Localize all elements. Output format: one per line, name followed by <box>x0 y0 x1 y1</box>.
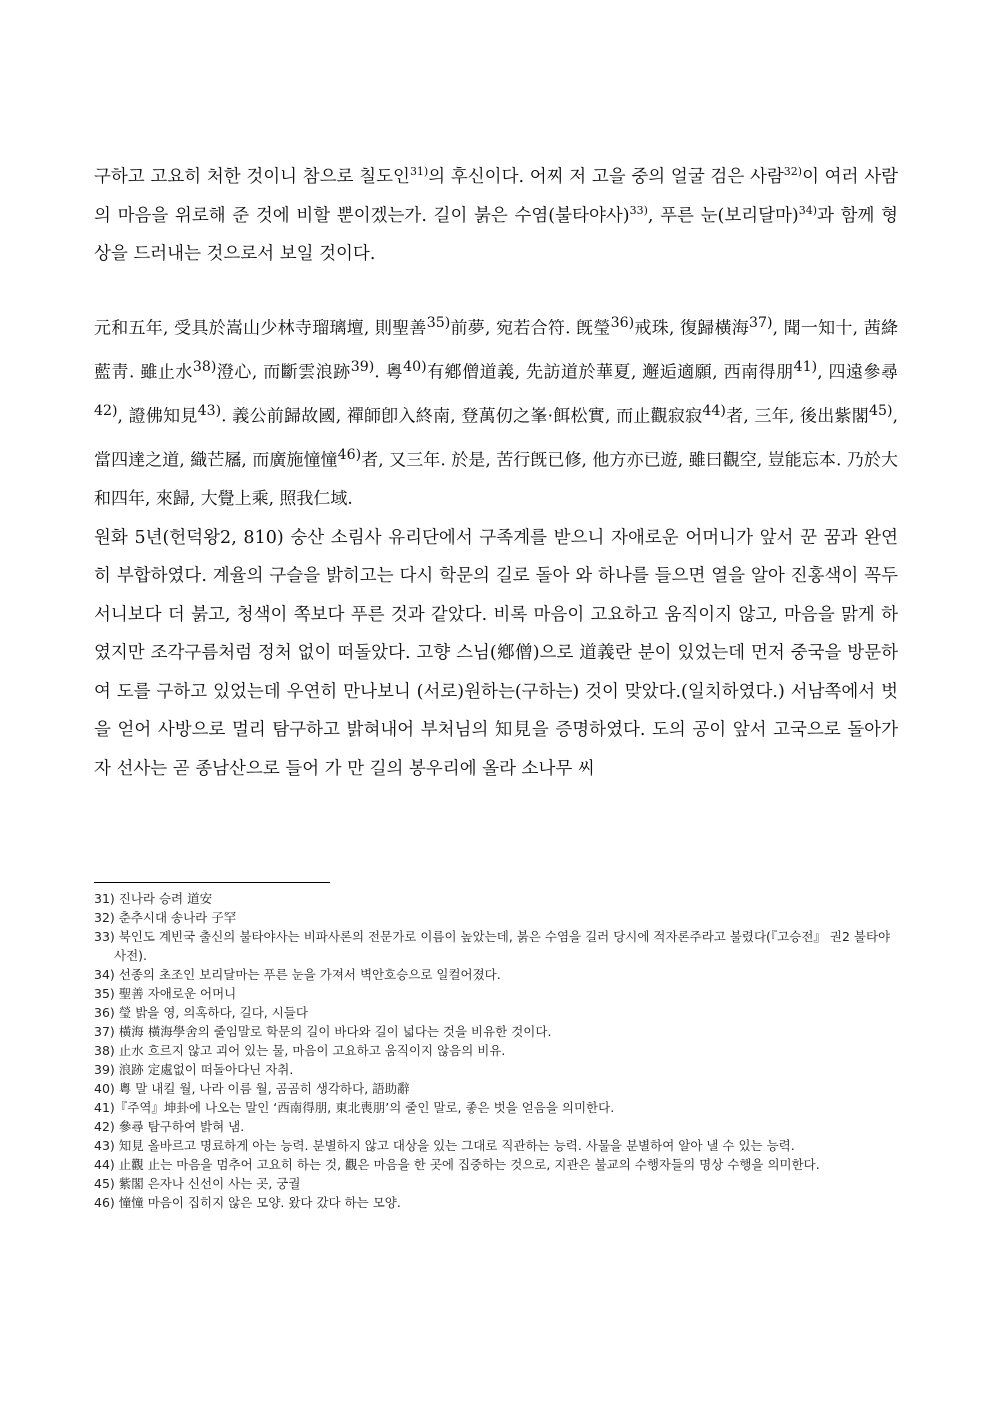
text-run: 澄心, 而斷雲浪跡 <box>216 362 351 383</box>
text-run: 의 후신이다. 어찌 저 고을 중의 얼굴 검은 사람 <box>428 167 784 187</box>
text-run: , 當四達之道, 織芒屩, 而廣施憧憧 <box>94 406 898 471</box>
paragraph-gap <box>94 274 898 304</box>
footnote-ref: 31) <box>409 165 429 179</box>
footnote-ref: 44) <box>702 402 726 419</box>
footnote-item: 44) 止觀 止는 마음을 멈추어 고요히 하는 것, 觀은 마음을 한 곳에 집중하는 것으로, 지관은 불교의 수행자들의 명상 수행을 의미한다. <box>94 1157 820 1172</box>
footnote-item: 32) 춘추시대 송나라 子罕 <box>94 910 237 925</box>
text-run: , 四遠參尋 <box>817 362 899 383</box>
footnote-item: 41)『주역』坤卦에 나오는 말인 ‘西南得朋, 東北喪朋’의 줄인 말로, 좋은 벗을 얻음을 의미한다. <box>94 1100 615 1115</box>
footnote-item: 35) 聖善 자애로운 어머니 <box>94 986 237 1001</box>
footnote-ref: 38) <box>192 358 217 375</box>
korean-paragraph-2: 원화 5년(헌덕왕2, 810) 숭산 소림사 유리단에서 구족계를 받으니 자애로운 어머니가 앞서 꾼 꿈과 완연히 부합하였다. 계율의 구슬을 밝히고는 다시 학문의 길로 돌아 와 하나를 들으면 열을 알아 진홍색이 꼭두서니보다 더 붉고, 청색이 쪽보다 푸른 것과 같았다. 비록 마음이 고요하고 움직이지 않고, 마음을 맑게 하였지만 조각구름처럼 정처 없이 떠돌았다. 고향 스님(鄕僧)으로 道義란 분이 있었는데 먼저 중국을 방문하여 도를 구하고 있었는데 우연히 만나보니 (서로)원하는(구하는) 것이 맞았다.(일치하였다.) 서남쪽에서 벗을 얻어 사방으로 멀리 탐구하고 밝혀내어 부처님의 知見을 증명하였다. 도의 공이 앞서 고국으로 돌아가자 선사는 곧 종남산으로 들어 가 만 길의 봉우리에 올라 소나무 씨 <box>94 527 898 779</box>
footnote-ref: 39) <box>350 358 375 375</box>
text-run: 元和五年, 受具於嵩山少林寺瑠璃壇, 則聖善 <box>94 318 427 339</box>
footnote-ref: 45) <box>869 402 893 419</box>
footnote-item: 45) 紫閣 은자나 신선이 사는 곳, 궁궐 <box>94 1176 301 1191</box>
text-run: 구하고 고요히 처한 것이니 참으로 칠도인 <box>94 167 410 187</box>
text-run: 이 여러 사람의 마음을 위로해 준 것에 비할 뿐이겠는가. 길이 붉은 수염(불타야사) <box>94 167 899 226</box>
footnote-divider <box>94 882 330 883</box>
main-text <box>94 158 898 788</box>
footnote-item: 40) 粵 말 내킬 월, 나라 이름 월, 곰곰히 생각하다, 語助辭 <box>94 1081 410 1096</box>
footnote-ref: 41) <box>793 358 818 375</box>
footnote-item: 36) 瑩 밝을 영, 의혹하다, 길다, 시들다 <box>94 1005 308 1020</box>
footnote-ref: 34) <box>798 203 818 217</box>
footnote-ref: 40) <box>403 358 427 375</box>
footnotes <box>94 882 898 1212</box>
text-run: . 義公前歸故國, 禪師卽入終南, 登萬仞之峯·餌松實, 而止觀寂寂 <box>221 406 703 427</box>
footnote-ref: 46) <box>337 446 362 463</box>
text-run: 前夢, 宛若合符. 旣瑩 <box>450 318 611 339</box>
footnote-ref: 32) <box>783 165 803 179</box>
footnote-item: 43) 知見 올바르고 명료하게 아는 능력. 분별하지 않고 대상을 있는 그대로 직관하는 능력. 사물을 분별하여 알아 낼 수 있는 능력. <box>94 1138 795 1153</box>
text-run: . 粵 <box>374 362 404 383</box>
footnote-ref: 42) <box>94 402 118 419</box>
hanja-paragraph <box>94 304 898 519</box>
text-run: 者, 三年, 後出紫閣 <box>725 406 870 427</box>
text-run: , 聞一知十, 茜絳藍靑. 雖止水 <box>94 318 898 383</box>
footnote-ref: 37) <box>749 314 773 331</box>
footnote-item: 37) 橫海 橫海學舍의 줄임말로 학문의 길이 바다와 길이 넓다는 것을 비유한 것이다. <box>94 1024 552 1039</box>
footnote-item: 42) 參尋 탐구하여 밝혀 냄. <box>94 1119 245 1134</box>
text-run: , 푸른 눈(보리달마) <box>647 205 799 226</box>
footnote-ref: 33) <box>629 203 648 217</box>
footnote-list <box>94 889 898 1212</box>
footnote-item: 38) 止水 흐르지 않고 괴어 있는 물, 마음이 고요하고 움직이지 않음의 비유. <box>94 1043 506 1058</box>
footnote-item: 31) 진나라 승려 道安 <box>94 891 213 906</box>
footnote-item: 46) 憧憧 마음이 집히지 않은 모양. 왔다 갔다 하는 모양. <box>94 1195 401 1210</box>
footnote-item: 33) 북인도 계빈국 출신의 불타야사는 비파사론의 전문가로 이름이 높았는데, 붉은 수염을 길러 당시에 적자론주라고 불렸다(『고승전』 권2 불타야사전). <box>94 929 891 963</box>
text-run: 有鄕僧道義, 先訪道於華夏, 邂逅適願, 西南得朋 <box>426 362 794 383</box>
footnote-ref: 35) <box>426 314 451 331</box>
footnote-item: 39) 浪跡 定處없이 떠돌아다닌 자취. <box>94 1062 294 1077</box>
footnote-ref: 43) <box>197 402 222 419</box>
text-run: 과 함께 형상을 드러내는 것으로서 보일 것이다. <box>94 205 899 264</box>
footnote-ref: 36) <box>610 314 635 331</box>
footnote-item: 34) 선종의 초조인 보리달마는 푸른 눈을 가져서 벽안호승으로 일컬어졌다. <box>94 967 501 982</box>
korean-paragraph-1 <box>94 158 898 274</box>
text-run: , 證佛知見 <box>117 406 198 427</box>
text-run: 者, 又三年. 於是, 苦行旣已修, 他方亦已遊, 雖曰觀空, 豈能忘本. 乃於大和四年, 來歸, 大覺上乘, 照我仁域. <box>94 450 898 510</box>
text-run: 戒珠, 復歸橫海 <box>634 318 750 339</box>
